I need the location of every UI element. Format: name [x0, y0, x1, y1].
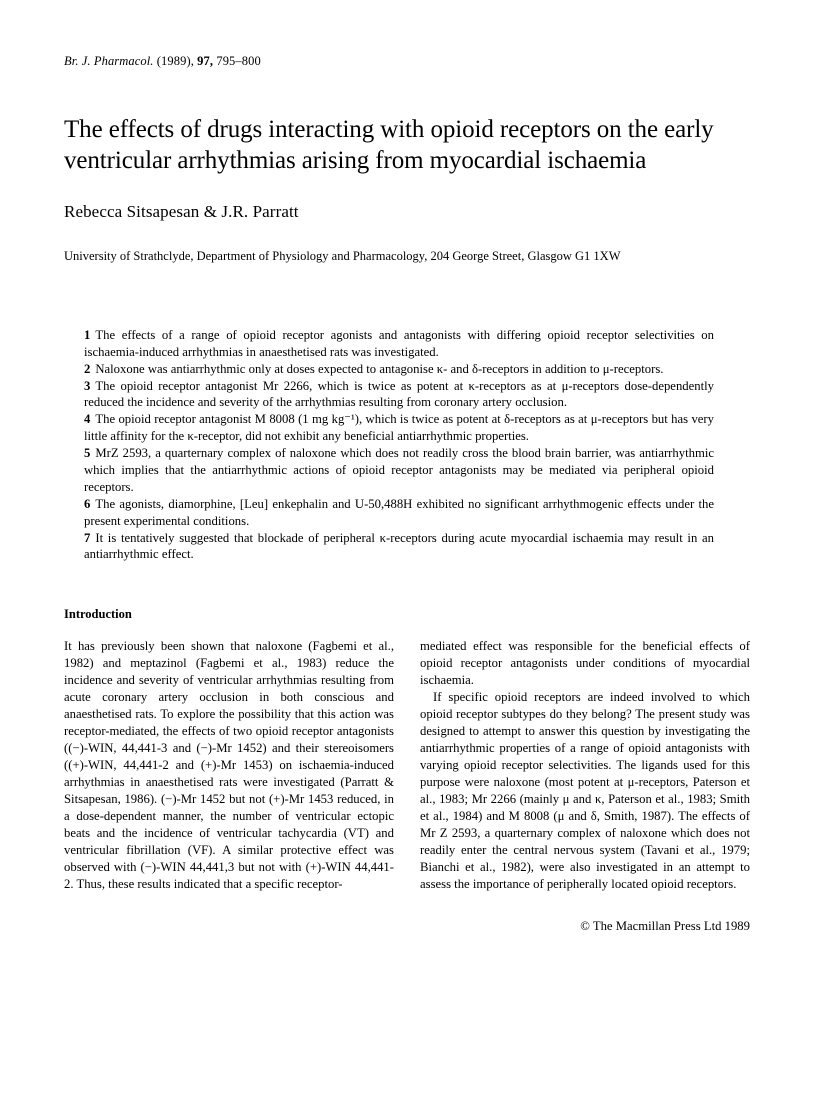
summary-item-number: 5 — [84, 446, 91, 461]
summary-item — [84, 445, 714, 496]
summary-item — [84, 361, 714, 378]
summary-item-number: 3 — [84, 378, 91, 393]
summary-item-number: 7 — [84, 530, 91, 545]
paragraph: mediated effect was responsible for the beneficial effects of opioid receptor antagonists under conditions of myocardial ischaemia. — [420, 639, 750, 688]
journal-name: Br. J. Pharmacol. — [64, 54, 154, 68]
section-heading-introduction: Introduction — [64, 607, 132, 622]
summary-item — [84, 327, 714, 361]
paragraph: If specific opioid receptors are indeed involved to which opioid receptor subtypes do they belong? The present study was designed to attempt to answer this question by investigating the antiarrhythmic properties of a range of opioid antagonists with varying opioid receptor selectivities. The ligands used for this purpose were naloxone (most potent at μ-receptors, Paterson et al., 1983; Mr 2266 (mainly μ and κ, Paterson et al., 1983; Smith et al., 1984) and M 8008 (μ and δ, Smith, 1987). The effects of Mr Z 2593, a quarternary complex of naloxone which does not readily enter the central nervous system (Tavani et al., 1979; Bianchi et al., 1982), were also investigated in an attempt to assess the importance of peripherally located opioid receptors. — [420, 690, 750, 891]
summary-item-number: 4 — [84, 412, 91, 427]
authors-line: Rebecca Sitsapesan & J.R. Parratt — [64, 202, 299, 221]
summary-item — [84, 378, 714, 412]
column-left — [64, 638, 394, 933]
affiliation-line: University of Strathclyde, Department of Physiology and Pharmacology, 204 George Street, Glasgow G1 1XW — [64, 249, 621, 263]
journal-citation-line — [64, 54, 752, 69]
body-columns — [64, 638, 752, 933]
summary-item-number: 2 — [84, 361, 91, 376]
copyright-line: © The Macmillan Press Ltd 1989 — [580, 918, 750, 933]
journal-volume: 97, — [197, 54, 214, 68]
summary-item-text: The agonists, diamorphine, [Leu] enkephalin and U-50,488H exhibited no significant arrhythmogenic effects under the present experimental conditions. — [84, 496, 714, 528]
summary-item-number: 1 — [84, 327, 91, 342]
summary-item-number: 6 — [84, 496, 91, 511]
summary-item-text: The opioid receptor antagonist Mr 2266, which is twice as potent at κ-receptors as at μ-receptors dose-dependently reduced the incidence and severity of the arrhythmias resulting from coronary artery occlusion. — [84, 378, 714, 410]
summary-item — [84, 530, 714, 564]
summary-item-text: Naloxone was antiarrhythmic only at doses expected to antagonise κ- and δ-receptors in addition to μ-receptors. — [95, 361, 664, 376]
summary-item-text: MrZ 2593, a quarternary complex of naloxone which does not readily cross the blood brain barrier, was antiarrhythmic which implies that the antiarrhythmic actions of opioid receptor antagonists may be mediated via peripheral opioid receptors. — [84, 446, 714, 494]
summary-item-text: The opioid receptor antagonist M 8008 (1 mg kg⁻¹), which is twice as potent at δ-receptors as at μ-receptors but has very little affinity for the κ-receptor, did not exhibit any beneficial antiarrhythmic properties. — [84, 412, 714, 444]
summary-item — [84, 496, 714, 530]
summary-section — [84, 327, 714, 563]
paragraph: It has previously been shown that naloxone (Fagbemi et al., 1982) and meptazinol (Fagbemi et al., 1983) reduce the incidence and severity of ventricular arrhythmias resulting from acute coronary artery occlusion in both conscious and anaesthetised rats. To explore the possibility that this action was receptor-mediated, the effects of two opioid receptor antagonists ((−)-WIN, 44,441-3 and (−)-Mr 1452) and their stereoisomers ((+)-WIN, 44,441-2 and (+)-Mr 1453) on ischaemia-induced arrhythmias in anaesthetised rats were investigated (Parratt & Sitsapesan, 1986). (−)-Mr 1452 but not (+)-Mr 1453 reduced, in a dose-dependent manner, the number of ventricular ectopic beats and the incidence of ventricular tachycardia (VT) and ventricular fibrillation (VF). A similar protective effect was observed with (−)-WIN 44,441,3 but not with (+)-WIN 44,441-2. Thus, these results indicated that a specific receptor- — [64, 639, 394, 891]
summary-item-text: It is tentatively suggested that blockade of peripheral κ-receptors during acute myocardial ischaemia may result in an antiarrhythmic effect. — [84, 530, 714, 562]
summary-item — [84, 411, 714, 445]
summary-item-text: The effects of a range of opioid receptor agonists and antagonists with differing opioid receptor selectivities on ischaemia-induced arrhythmias in anaesthetised rats was investigated. — [84, 327, 714, 359]
column-right — [420, 638, 750, 933]
page-title: The effects of drugs interacting with opioid receptors on the early ventricular arrhythmias arising from myocardial ischaemia — [64, 116, 714, 174]
journal-year: (1989), — [156, 54, 194, 68]
journal-pages: 795–800 — [216, 54, 261, 68]
